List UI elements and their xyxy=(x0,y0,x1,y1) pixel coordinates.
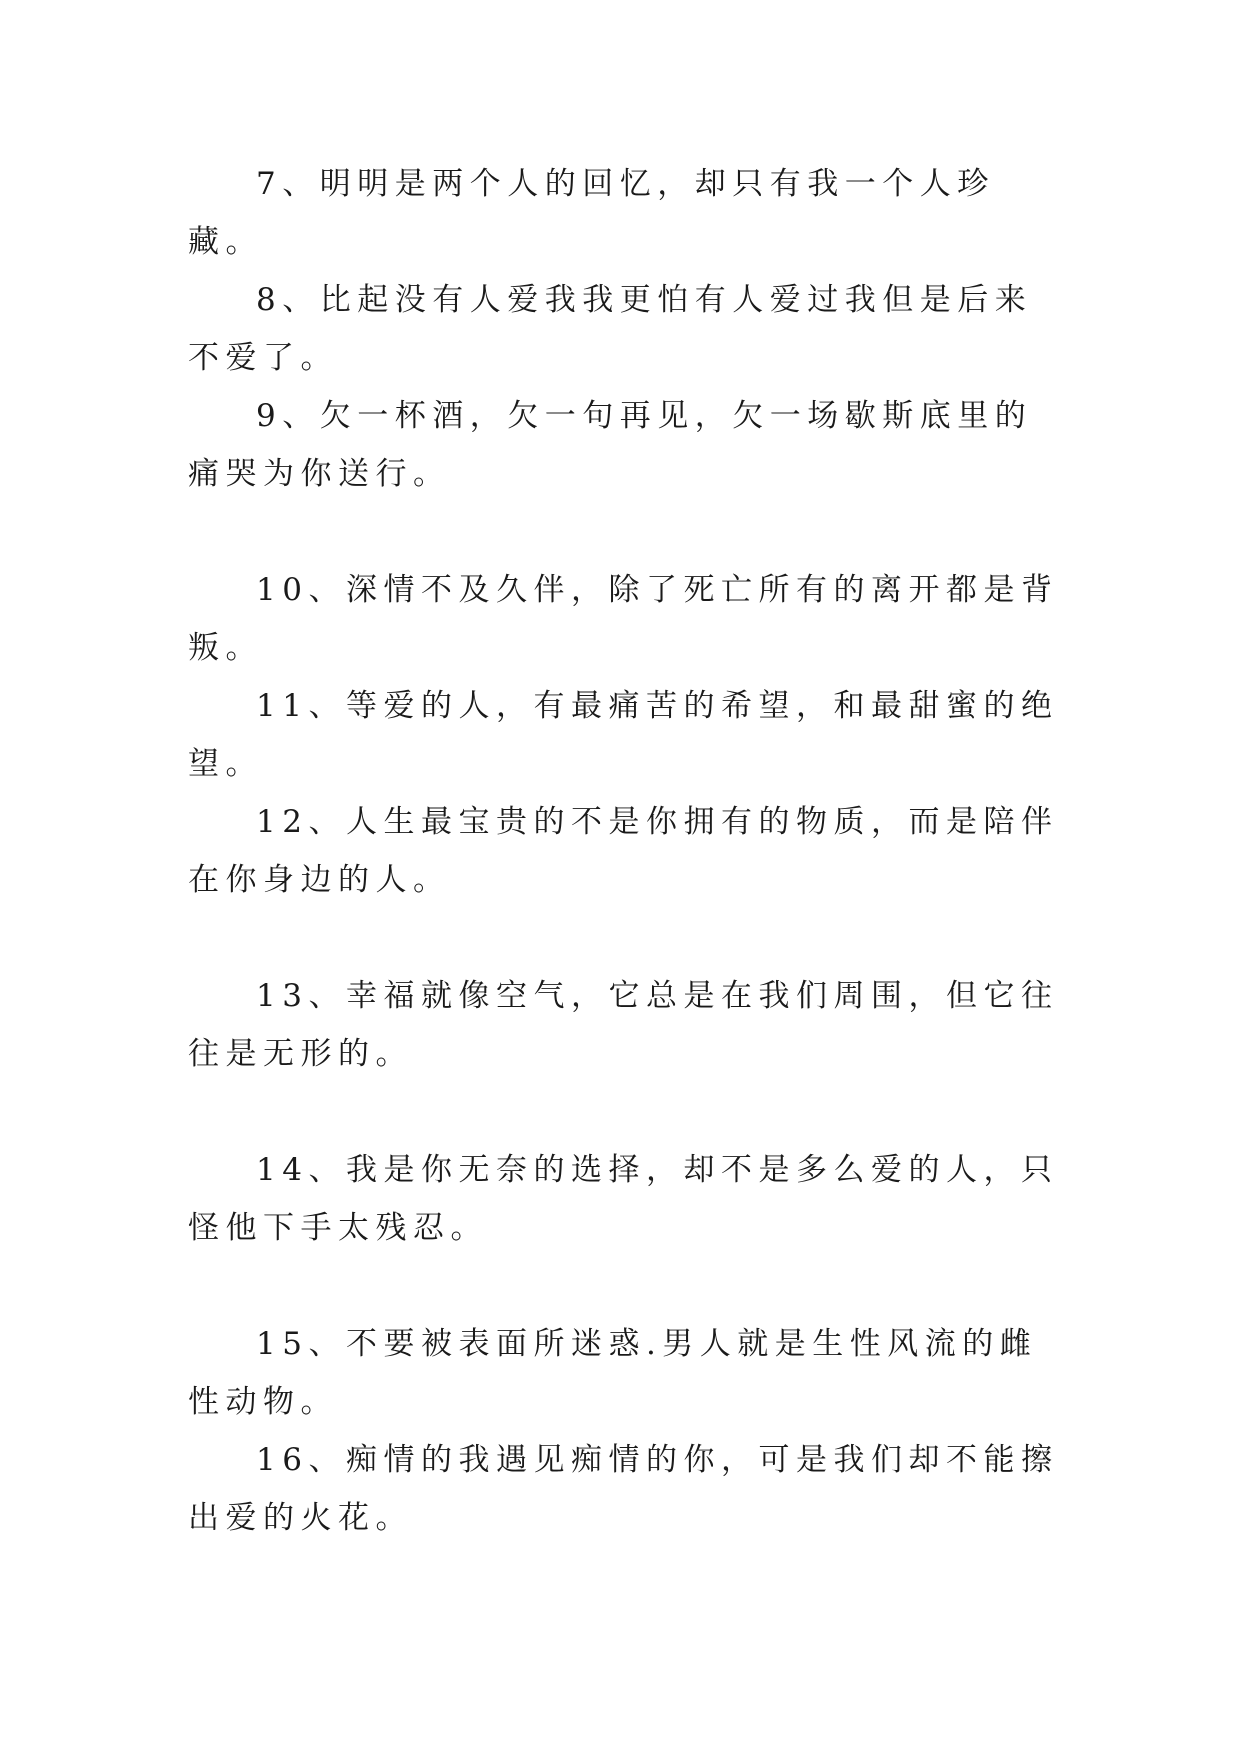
paragraph-15: 15、不要被表面所迷惑.男人就是生性风流的雌性动物。 xyxy=(188,1326,1038,1420)
paragraph-11: 11、等爱的人，有最痛苦的希望，和最甜蜜的绝望。 xyxy=(188,688,1059,782)
paragraph-14: 14、我是你无奈的选择，却不是多么爱的人，只怪他下手太残忍。 xyxy=(188,1152,1059,1246)
paragraph-9: 9、欠一杯酒，欠一句再见，欠一场歇斯底里的痛哭为你送行。 xyxy=(188,398,1033,492)
paragraph-12: 12、人生最宝贵的不是你拥有的物质，而是陪伴在你身边的人。 xyxy=(188,804,1059,898)
paragraph-7: 7、明明是两个人的回忆，却只有我一个人珍藏。 xyxy=(188,166,995,260)
paragraph-13: 13、幸福就像空气，它总是在我们周围，但它往往是无形的。 xyxy=(188,978,1059,1072)
paragraph-8: 8、比起没有人爱我我更怕有人爱过我但是后来不爱了。 xyxy=(188,282,1033,376)
paragraph-16: 16、痴情的我遇见痴情的你，可是我们却不能擦出爱的火花。 xyxy=(188,1442,1059,1536)
paragraph-10: 10、深情不及久伴，除了死亡所有的离开都是背叛。 xyxy=(188,572,1059,666)
